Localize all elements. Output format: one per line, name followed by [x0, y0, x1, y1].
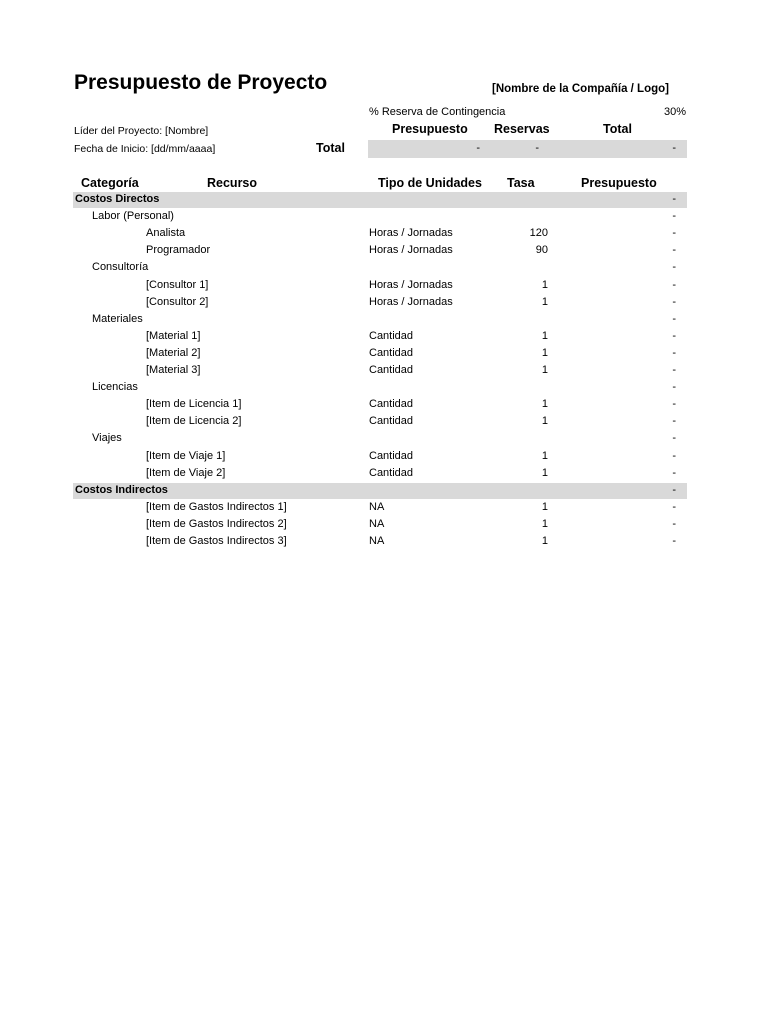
category-row	[0, 192, 768, 209]
budget-cell: -	[672, 500, 676, 513]
table-row	[0, 243, 768, 260]
summary-col-total: Total	[603, 122, 632, 136]
table-row	[0, 534, 768, 551]
budget-cell: -	[672, 381, 676, 394]
budget-cell: -	[672, 483, 676, 496]
budget-cell: -	[672, 295, 676, 308]
budget-cell: -	[672, 278, 676, 291]
budget-cell: -	[672, 517, 676, 530]
summary-budget-value: -	[476, 142, 480, 154]
budget-cell: -	[672, 312, 676, 325]
unit-type-cell[interactable]: Cantidad	[369, 415, 414, 428]
rate-cell[interactable]: 1	[541, 466, 548, 479]
unit-type-cell[interactable]: Horas / Jornadas	[369, 244, 453, 257]
col-header-tipo-unidades: Tipo de Unidades	[378, 176, 482, 190]
rate-cell[interactable]: 1	[541, 449, 548, 462]
unit-type-cell[interactable]: NA	[369, 517, 385, 530]
table-row	[0, 329, 768, 346]
budget-cell: -	[672, 535, 676, 547]
rate-cell[interactable]: 1	[541, 329, 548, 342]
subcategory-label: Licencias	[92, 381, 138, 394]
unit-type-cell[interactable]: Horas / Jornadas	[369, 227, 453, 240]
summary-col-presupuesto: Presupuesto	[392, 122, 468, 136]
subcategory-label: Materiales	[92, 312, 143, 325]
table-row	[0, 226, 768, 243]
resource-label[interactable]: [Item de Licencia 1]	[146, 398, 242, 411]
unit-type-cell[interactable]: Cantidad	[369, 364, 414, 376]
subcategory-label: Consultoría	[92, 261, 149, 274]
table-row	[0, 500, 768, 517]
resource-label[interactable]: Analista	[146, 227, 186, 240]
project-leader[interactable]: Líder del Proyecto: [Nombre]	[74, 125, 209, 137]
unit-type-cell[interactable]: Horas / Jornadas	[369, 278, 453, 291]
subcategory-row	[0, 380, 768, 397]
table-row	[0, 449, 768, 466]
resource-label[interactable]: [Item de Licencia 2]	[146, 415, 242, 428]
budget-cell: -	[672, 329, 676, 342]
resource-label[interactable]: [Material 3]	[146, 364, 201, 376]
unit-type-cell[interactable]: NA	[369, 535, 385, 547]
resource-label[interactable]: [Material 2]	[146, 346, 201, 359]
budget-cell: -	[672, 415, 676, 428]
summary-band	[368, 140, 687, 158]
subcategory-row	[0, 312, 768, 329]
table-row	[0, 363, 768, 380]
rate-cell[interactable]: 1	[541, 278, 548, 291]
subcategory-row	[0, 209, 768, 226]
resource-label[interactable]: Programador	[146, 244, 211, 257]
col-header-tasa: Tasa	[507, 176, 535, 190]
company-logo-placeholder: [Nombre de la Compañía / Logo]	[492, 83, 669, 95]
col-header-recurso: Recurso	[207, 176, 258, 190]
resource-label[interactable]: [Consultor 1]	[146, 278, 209, 291]
table-row	[0, 517, 768, 534]
rate-cell[interactable]: 1	[541, 415, 548, 428]
subcategory-row	[0, 260, 768, 277]
rate-cell[interactable]: 120	[529, 227, 548, 240]
contingency-value[interactable]: 30%	[663, 106, 686, 118]
unit-type-cell[interactable]: Cantidad	[369, 449, 414, 462]
rate-cell[interactable]: 1	[541, 364, 548, 376]
rate-cell[interactable]: 1	[541, 346, 548, 359]
budget-cell: -	[672, 193, 676, 205]
table-row	[0, 397, 768, 414]
resource-label[interactable]: [Consultor 2]	[146, 295, 209, 308]
budget-cell: -	[672, 364, 676, 376]
unit-type-cell[interactable]: Cantidad	[369, 329, 414, 342]
unit-type-cell[interactable]: Horas / Jornadas	[369, 295, 453, 308]
category-row	[0, 483, 768, 500]
budget-cell: -	[672, 210, 676, 223]
table-row	[0, 414, 768, 431]
resource-label[interactable]: [Item de Gastos Indirectos 1]	[146, 500, 287, 513]
table-row	[0, 295, 768, 312]
category-label: Costos Directos	[75, 193, 160, 205]
table-row	[0, 466, 768, 483]
rate-cell[interactable]: 1	[541, 500, 548, 513]
category-band	[73, 192, 687, 208]
rate-cell[interactable]: 1	[541, 535, 548, 547]
rate-cell[interactable]: 90	[535, 244, 548, 257]
summary-total-value: -	[672, 142, 676, 154]
summary-reserves-value: -	[535, 142, 539, 154]
resource-label[interactable]: [Item de Gastos Indirectos 3]	[146, 535, 287, 547]
budget-cell: -	[672, 466, 676, 479]
rate-cell[interactable]: 1	[541, 517, 548, 530]
rate-cell[interactable]: 1	[541, 398, 548, 411]
start-date[interactable]: Fecha de Inicio: [dd/mm/aaaa]	[74, 143, 216, 155]
summary-col-reservas: Reservas	[494, 122, 550, 136]
budget-cell: -	[672, 432, 676, 445]
category-label: Costos Indirectos	[75, 483, 168, 496]
budget-cell: -	[672, 244, 676, 257]
subcategory-label: Viajes	[92, 432, 122, 445]
resource-label[interactable]: [Item de Viaje 2]	[146, 466, 226, 479]
table-row	[0, 346, 768, 363]
budget-cell: -	[672, 449, 676, 462]
budget-cell: -	[672, 346, 676, 359]
budget-cell: -	[672, 261, 676, 274]
unit-type-cell[interactable]: NA	[369, 500, 385, 513]
unit-type-cell[interactable]: Cantidad	[369, 398, 414, 411]
budget-cell: -	[672, 398, 676, 411]
resource-label[interactable]: [Material 1]	[146, 329, 201, 342]
unit-type-cell[interactable]: Cantidad	[369, 466, 414, 479]
page-title: Presupuesto de Proyecto	[74, 71, 328, 94]
col-header-presupuesto: Presupuesto	[581, 176, 657, 190]
summary-total-label: Total	[316, 141, 345, 155]
subcategory-row	[0, 431, 768, 448]
unit-type-cell[interactable]: Cantidad	[369, 346, 414, 359]
budget-cell: -	[672, 227, 676, 240]
col-header-categoria: Categoría	[81, 176, 139, 190]
table-row	[0, 278, 768, 295]
resource-label[interactable]: [Item de Gastos Indirectos 2]	[146, 517, 287, 530]
contingency-label: % Reserva de Contingencia	[369, 106, 506, 118]
resource-label[interactable]: [Item de Viaje 1]	[146, 449, 226, 462]
rate-cell[interactable]: 1	[541, 295, 548, 308]
subcategory-label: Labor (Personal)	[92, 210, 174, 223]
